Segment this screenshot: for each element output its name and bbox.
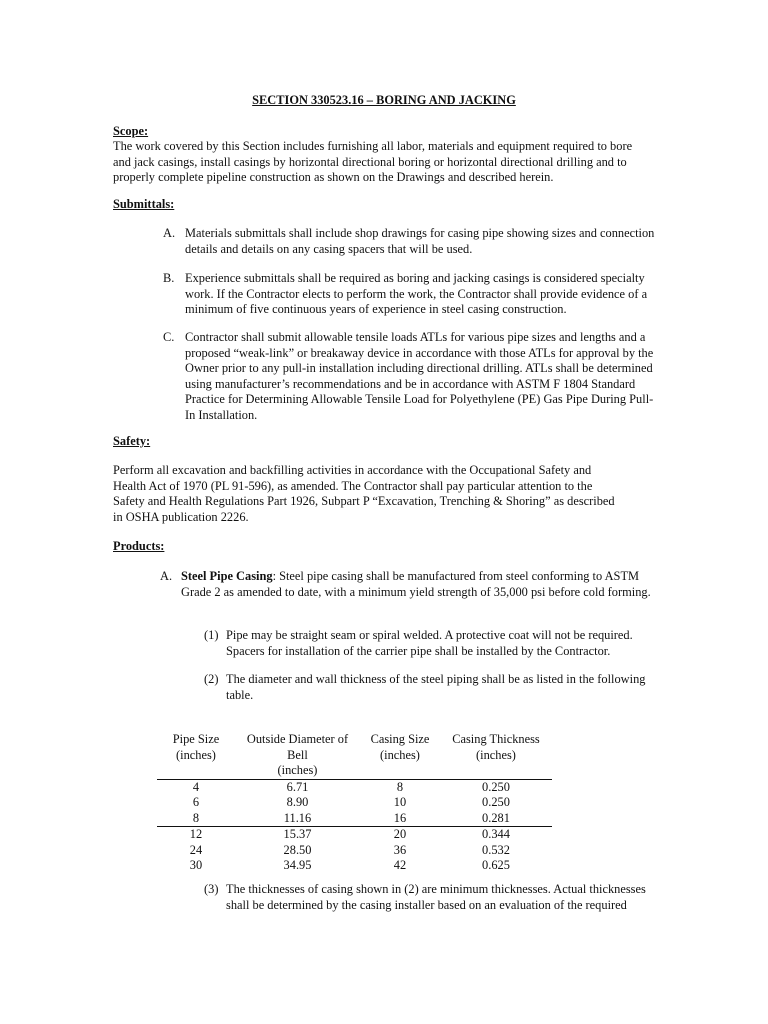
header-pipe-size: Pipe Size (inches) [172, 732, 220, 762]
safety-paragraph: Perform all excavation and backfilling activities in accordance with the Occupational Safety and Health Act of 1970 (PL 91-596), as amended. The Contractor shall pay particular attention to the Safety and Health Regulations Part 1926, Subpart P “Excavation, Trenching & Shoring” as described in OSHA publication 2226. [113, 463, 615, 524]
section-title: SECTION 330523.16 – BORING AND JACKING [252, 93, 516, 107]
submittal-text: Materials submittals shall include shop drawings for casing pipe showing sizes and connection details and details on any casing spacers that will be used. [185, 226, 655, 256]
table-row: 4 6.71 8 0.250 [157, 779, 552, 795]
table-row: 6 8.90 10 0.250 [192, 795, 510, 809]
sub-list-marker: (2) [204, 672, 219, 686]
table-row: 8 11.16 16 0.281 [192, 810, 510, 825]
header-outside-diameter: Outside Diameter of Bell (inches) [246, 732, 349, 777]
steel-pipe-casing-label: Steel Pipe Casing [181, 569, 273, 583]
header-casing-thickness: Casing Thickness (inches) [452, 732, 540, 762]
sub-item-text: The thicknesses of casing shown in (2) are minimum thicknesses. Actual thicknesses shall be determined by the casing installer based on an evaluation of the required [226, 882, 646, 912]
list-marker: C. [163, 330, 175, 344]
scope-heading: Scope: [113, 124, 149, 138]
sub-list-marker: (3) [204, 882, 219, 896]
sub-list-marker: (1) [204, 628, 219, 642]
table-row: 24 28.50 36 0.532 [189, 842, 510, 857]
submittal-item-b [163, 271, 663, 318]
submittal-text: Experience submittals shall be required as boring and jacking casings is considered specialty work. If the Contractor elects to perform the work, the Contractor shall provide evidence of a minimum of five continuous years of experience in steel casing construction. [185, 271, 648, 316]
casing-dimensions-table [157, 732, 552, 874]
products-item-a [160, 569, 660, 600]
list-marker: B. [163, 271, 175, 285]
list-marker: A. [163, 226, 176, 240]
products-sub-item-2 [204, 672, 664, 703]
submittals-heading: Submittals: [113, 197, 175, 211]
products-item-a-text: : Steel pipe casing shall be manufactured from steel conforming to ASTM Grade 2 as amended to date, with a minimum yield strength of 35,000 psi before cold forming. [181, 569, 651, 599]
table-header-row [157, 732, 552, 779]
submittal-item-c [163, 330, 663, 423]
products-sub-item-3 [204, 882, 664, 913]
scope-paragraph: The work covered by this Section includes furnishing all labor, materials and equipment required to bore and jack casings, install casings by horizontal directional boring or horizontal directional drilling and to properly complete pipeline construction as shown on the Drawings and described herein. [113, 139, 633, 184]
list-marker: A. [160, 569, 173, 583]
sub-item-text: The diameter and wall thickness of the steel piping shall be as listed in the following table. [226, 672, 646, 702]
table-row: 30 34.95 42 0.625 [189, 858, 510, 872]
sub-item-text: Pipe may be straight seam or spiral welded. A protective coat will not be required. Spacers for installation of the carrier pipe shall be installed by the Contractor. [226, 628, 633, 658]
products-heading: Products: [113, 539, 165, 553]
table-row: 12 15.37 20 0.344 [157, 827, 552, 843]
safety-heading: Safety: [113, 434, 151, 448]
submittal-item-a [163, 226, 663, 257]
header-casing-size: Casing Size (inches) [370, 732, 430, 762]
products-sub-item-1 [204, 628, 664, 659]
submittal-text: Contractor shall submit allowable tensile loads ATLs for various pipe sizes and lengths and a proposed “weak-link” or breakaway device in accordance with those ATLs for approval by the Owner prior to any pull-in installation including directional drilling. ATLs shall be determined using manufacturer’s recommendations and be in accordance with ASTM F 1804 Standard Practice for Determining Allowable Tensile Load for Polyethylene (PE) Gas Pipe During Pull-In Installation. [185, 330, 654, 422]
